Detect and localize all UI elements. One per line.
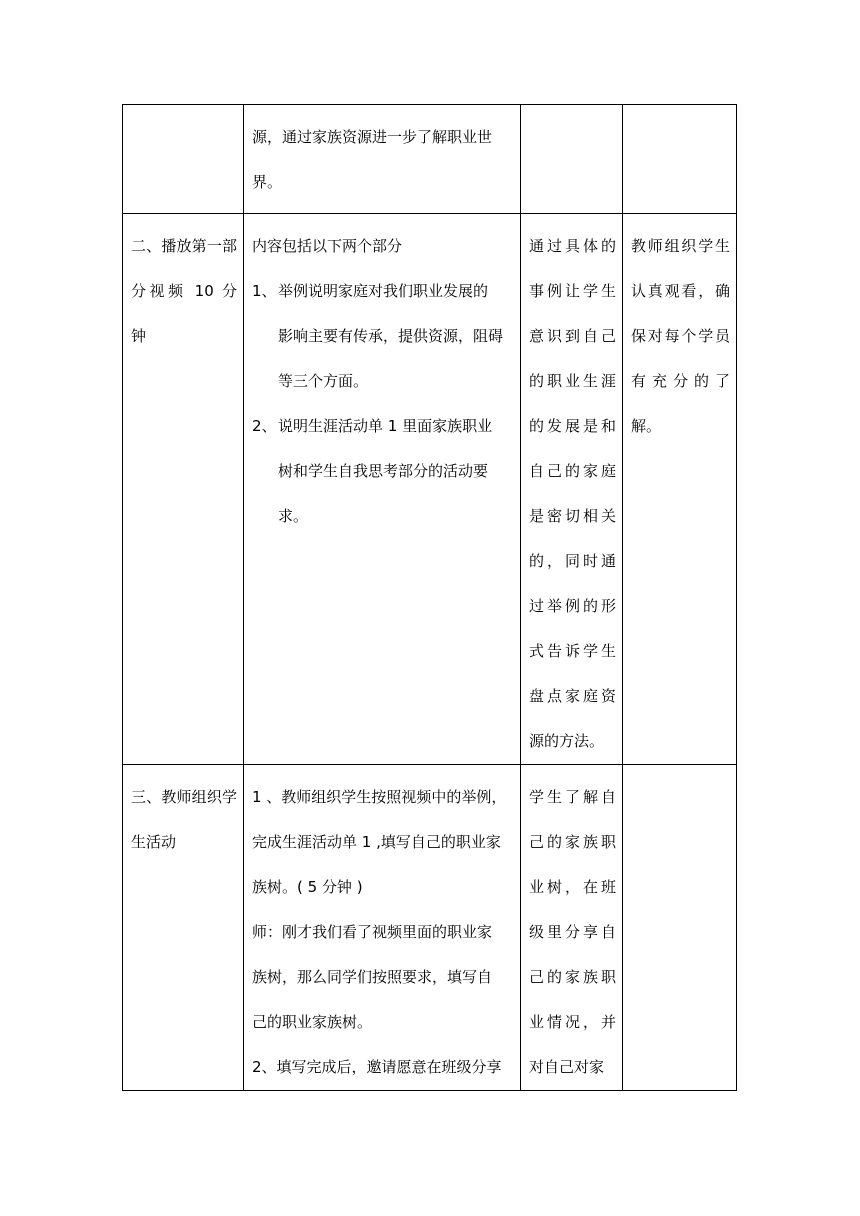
content-cell [244, 214, 521, 765]
notes-line: 有 充 分 的 了 [631, 372, 730, 390]
step-line: 三、教师组织学 [131, 788, 237, 806]
content-line: 内容包括以下两个部分 [252, 237, 403, 255]
purpose-line: 式告诉学生 [529, 642, 616, 660]
content-line [252, 269, 514, 314]
purpose-line: 级里分享自 [529, 923, 616, 941]
content-line: 等三个方面。 [278, 372, 369, 390]
step-cell [123, 105, 244, 214]
purpose-line: 自己的家庭 [529, 462, 616, 480]
step-line: 钟 [131, 327, 147, 345]
content-line: 己的职业家族树。 [252, 1013, 373, 1031]
content-cell [244, 765, 521, 1091]
list-number: 2、 [252, 417, 277, 435]
content-line: 完成生涯活动单 1 ,填写自己的职业家 [252, 833, 501, 851]
purpose-line: 业情况，并 [529, 1013, 616, 1031]
content-line: 影响主要有传承，提供资源，阻碍 [278, 327, 504, 345]
notes-line: 解。 [631, 417, 662, 435]
notes-cell [623, 105, 737, 214]
content-line: 源，通过家族资源进一步了解职业世 [252, 128, 493, 146]
purpose-line: 盘点家庭资 [529, 687, 616, 705]
step-cell [123, 765, 244, 1091]
purpose-line: 的发展是和 [529, 417, 616, 435]
table-row [123, 214, 737, 765]
purpose-line: 过举例的形 [529, 597, 616, 615]
purpose-line: 学生了解自 [529, 788, 616, 806]
purpose-line: 己的家族职 [529, 968, 616, 986]
purpose-line: 事例让学生 [529, 282, 616, 300]
table-row [123, 765, 737, 1091]
content-line: 族树。( 5 分钟 ) [252, 878, 363, 896]
purpose-cell [521, 214, 623, 765]
step-line: 分视频 10 分 [131, 282, 237, 300]
content-cell [244, 105, 521, 214]
purpose-line: 通过具体的 [529, 237, 616, 255]
content-line [252, 404, 514, 449]
purpose-line: 的职业生涯 [529, 372, 616, 390]
notes-line: 教师组织学生 [631, 237, 730, 255]
purpose-line: 源的方法。 [529, 732, 605, 750]
purpose-line: 的，同时通 [529, 552, 616, 570]
content-line: 2、填写完成后，邀请愿意在班级分享 [252, 1058, 502, 1076]
content-line: 1 、教师组织学生按照视频中的举例， [252, 788, 507, 806]
purpose-line: 是密切相关 [529, 507, 616, 525]
list-text: 举例说明家庭对我们职业发展的 [278, 282, 489, 300]
table-row [123, 105, 737, 214]
step-cell [123, 214, 244, 765]
step-line: 生活动 [131, 833, 177, 851]
purpose-line: 对自己对家 [529, 1058, 605, 1076]
list-number: 1、 [252, 282, 277, 300]
content-line: 求。 [278, 507, 309, 525]
purpose-line: 业树，在班 [529, 878, 616, 896]
purpose-cell [521, 105, 623, 214]
notes-cell [623, 214, 737, 765]
purpose-line: 意识到自己 [529, 327, 616, 345]
content-line: 界。 [252, 173, 283, 191]
purpose-line: 己的家族职 [529, 833, 616, 851]
content-line: 师：刚才我们看了视频里面的职业家 [252, 923, 493, 941]
notes-cell [623, 765, 737, 1091]
notes-line: 认真观看，确 [631, 282, 730, 300]
step-line: 二、播放第一部 [131, 237, 237, 255]
content-line: 族树，那么同学们按照要求，填写自 [252, 968, 493, 986]
list-text: 说明生涯活动单 1 里面家族职业 [278, 417, 493, 435]
purpose-cell [521, 765, 623, 1091]
content-line: 树和学生自我思考部分的活动要 [278, 462, 489, 480]
lesson-plan-table [122, 104, 737, 1091]
notes-line: 保对每个学员 [631, 327, 730, 345]
